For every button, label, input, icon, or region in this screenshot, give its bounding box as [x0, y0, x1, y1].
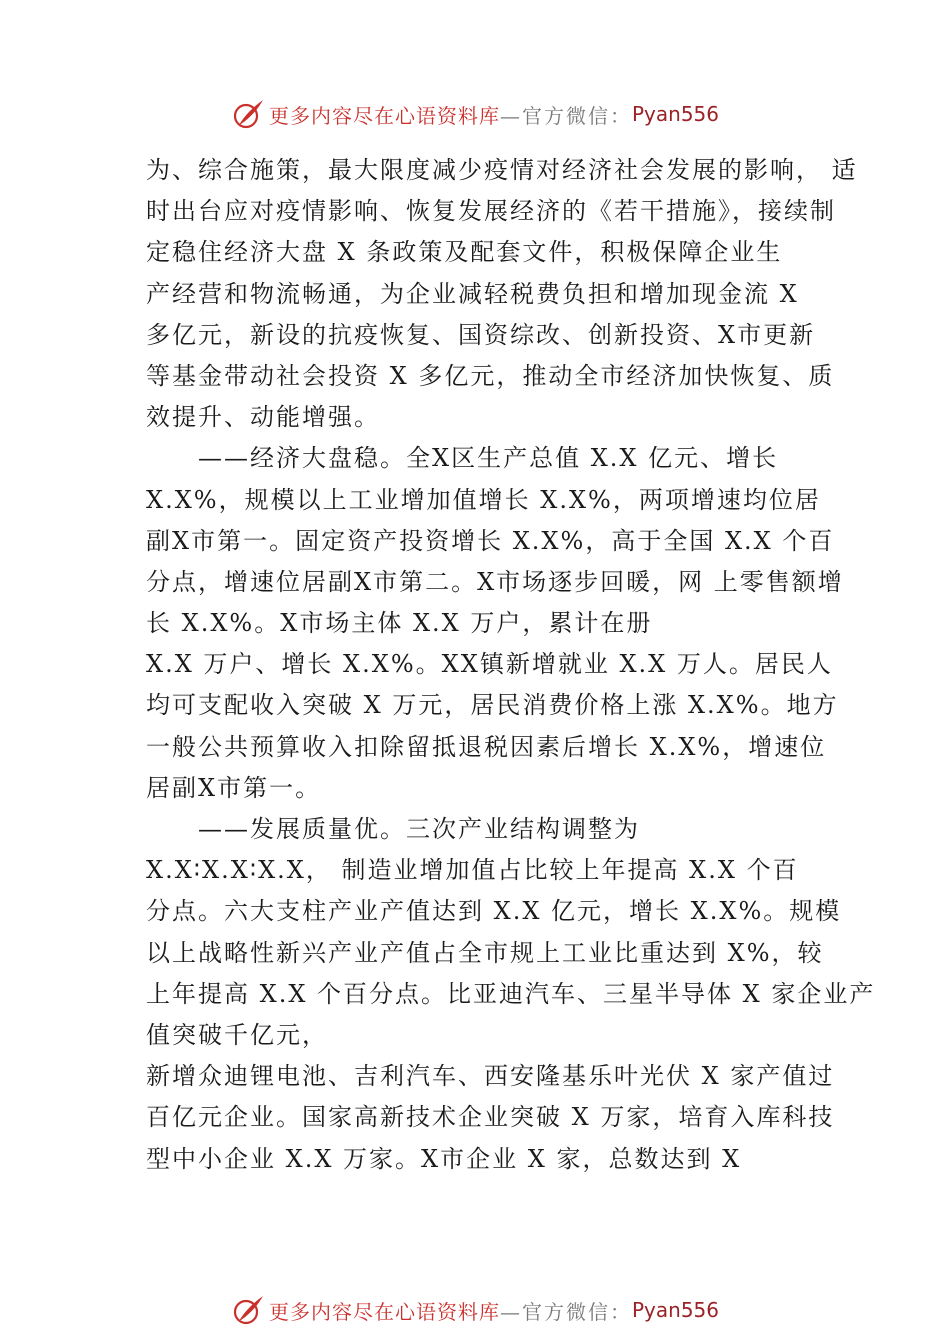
text-line: 以上战略性新兴产业产值占全市规上工业比重达到 X%，较	[146, 938, 824, 967]
banner-wechat-id: Pyan556	[631, 102, 719, 126]
header-banner	[0, 96, 950, 132]
text-line: 等基金带动社会投资 X 多亿元，推动全市经济加快恢复、质	[146, 361, 835, 390]
footer-banner	[0, 1292, 950, 1328]
text-line: ——经济大盘稳。全X区生产总值 X.X 亿元、增长	[146, 444, 779, 473]
text-line: 均可支配收入突破 X 万元，居民消费价格上涨 X.X%。地方	[146, 691, 839, 720]
document-body	[146, 150, 876, 1180]
banner-wechat-label: —官方微信：	[499, 103, 632, 128]
text-line: 定稳住经济大盘 X 条政策及配套文件，积极保障企业生	[146, 238, 783, 267]
text-line: 副X市第一。固定资产投资增长 X.X%，高于全国 X.X 个百	[146, 526, 835, 555]
text-line: X.X∶X.X∶X.X， 制造业增加值占比较上年提高 X.X 个百	[146, 856, 799, 885]
text-line: 效提升、动能增强。	[146, 403, 380, 432]
text-line: 时出台应对疫情影响、恢复发展经济的《若干措施》，接续制	[146, 197, 836, 226]
text-line: 分点，增速位居副X市第二。X市场逐步回暖，网 上零售额增	[146, 567, 844, 596]
text-line: 居副X市第一。	[146, 773, 322, 802]
feather-logo-icon	[231, 97, 265, 131]
text-line: 上年提高 X.X 个百分点。比亚迪汽车、三星半导体 X 家企业产	[146, 979, 876, 1008]
text-line: 产经营和物流畅通，为企业减轻税费负担和增加现金流 X	[146, 279, 799, 308]
text-line: ——发展质量优。三次产业结构调整为	[146, 815, 640, 843]
text-line: 长 X.X%。X市场主体 X.X 万户，累计在册	[146, 609, 653, 638]
text-line: 多亿元，新设的抗疫恢复、国资综改、创新投资、X市更新	[146, 320, 816, 349]
banner-wechat-id: Pyan556	[631, 1298, 719, 1322]
text-line: 型中小企业 X.X 万家。X市企业 X 家，总数达到 X	[146, 1144, 742, 1173]
text-line: 一般公共预算收入扣除留抵退税因素后增长 X.X%，增速位	[146, 732, 827, 761]
text-line: 分点。六大支柱产业产值达到 X.X 亿元，增长 X.X%。规模	[146, 897, 842, 926]
text-line: 为、综合施策，最大限度减少疫情对经济社会发展的影响， 适	[146, 156, 858, 184]
text-line: 值突破千亿元，	[146, 1020, 328, 1049]
banner-wechat-label: —官方微信：	[499, 1299, 632, 1324]
banner-brand-text: 更多内容尽在心语资料库	[268, 1299, 500, 1324]
banner-brand-text: 更多内容尽在心语资料库	[268, 103, 500, 128]
feather-logo-icon	[231, 1293, 265, 1327]
text-line: X.X 万户、增长 X.X%。XX镇新增就业 X.X 万人。居民人	[146, 650, 833, 679]
text-line: 新增众迪锂电池、吉利汽车、西安隆基乐叶光伏 X 家产值过	[146, 1062, 835, 1091]
text-line: X.X%，规模以上工业增加值增长 X.X%，两项增速均位居	[146, 485, 821, 514]
text-line: 百亿元企业。国家高新技术企业突破 X 万家，培育入库科技	[146, 1103, 835, 1132]
